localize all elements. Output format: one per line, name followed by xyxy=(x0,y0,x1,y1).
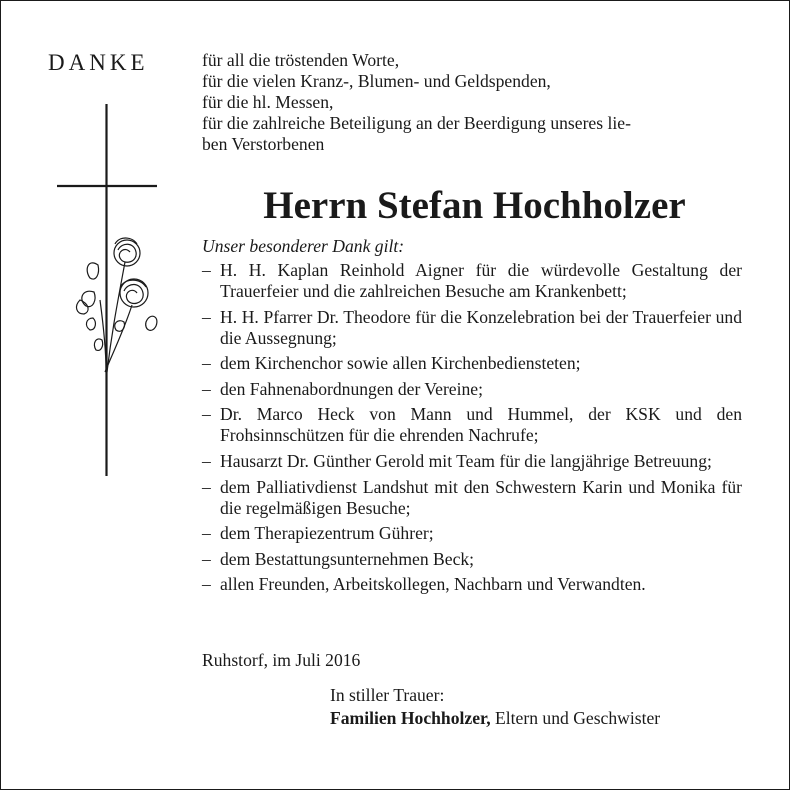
list-item: – H. H. Kaplan Reinhold Aigner für die würdevolle Gestaltung der Trauerfeier und die zahlreichen Besuche am Krankenbett; xyxy=(202,260,742,302)
list-item: – den Fahnenabordnungen der Vereine; xyxy=(202,379,742,400)
cross-icon xyxy=(0,0,200,480)
deceased-name: Herrn Stefan Hochholzer xyxy=(263,184,686,227)
signature-line xyxy=(330,707,660,730)
thanks-list xyxy=(202,260,742,600)
list-item: – H. H. Pfarrer Dr. Theodore für die Konzelebration bei der Trauerfeier und die Aussegnung; xyxy=(202,307,742,349)
signature-intro: In stiller Trauer: xyxy=(330,685,445,705)
intro-line: für die hl. Messen, xyxy=(202,92,334,112)
signature-relatives: Eltern und Geschwister xyxy=(490,708,661,728)
intro-line: ben Verstorbenen xyxy=(202,134,325,154)
place-date: Ruhstorf, im Juli 2016 xyxy=(202,650,361,670)
list-item: – dem Therapiezentrum Gührer; xyxy=(202,523,742,544)
list-item: – Dr. Marco Heck von Mann und Hummel, der KSK und den Frohsinnschützen für die ehrenden Nachrufe; xyxy=(202,404,742,446)
list-item: – allen Freunden, Arbeitskollegen, Nachbarn und Verwandten. xyxy=(202,574,742,595)
intro-line: für die zahlreiche Beteiligung an der Beerdigung unseres lie- xyxy=(202,113,631,133)
signature-families: Familien Hochholzer, xyxy=(330,708,491,728)
list-item: – dem Bestattungsunternehmen Beck; xyxy=(202,549,742,570)
intro-line: für die vielen Kranz-, Blumen- und Geldspenden, xyxy=(202,71,551,91)
thanks-intro: Unser besonderer Dank gilt: xyxy=(202,236,405,256)
list-item: – dem Palliativdienst Landshut mit den Schwestern Karin und Monika für die regelmäßigen Besuche; xyxy=(202,477,742,519)
list-item: – Hausarzt Dr. Günther Gerold mit Team für die langjährige Betreuung; xyxy=(202,451,742,472)
heading-danke: DANKE xyxy=(48,50,149,75)
intro-text xyxy=(202,50,747,155)
signature-block xyxy=(330,684,660,730)
intro-line: für all die tröstenden Worte, xyxy=(202,50,400,70)
list-item: – dem Kirchenchor sowie allen Kirchenbediensteten; xyxy=(202,353,742,374)
roses-icon xyxy=(77,238,157,372)
